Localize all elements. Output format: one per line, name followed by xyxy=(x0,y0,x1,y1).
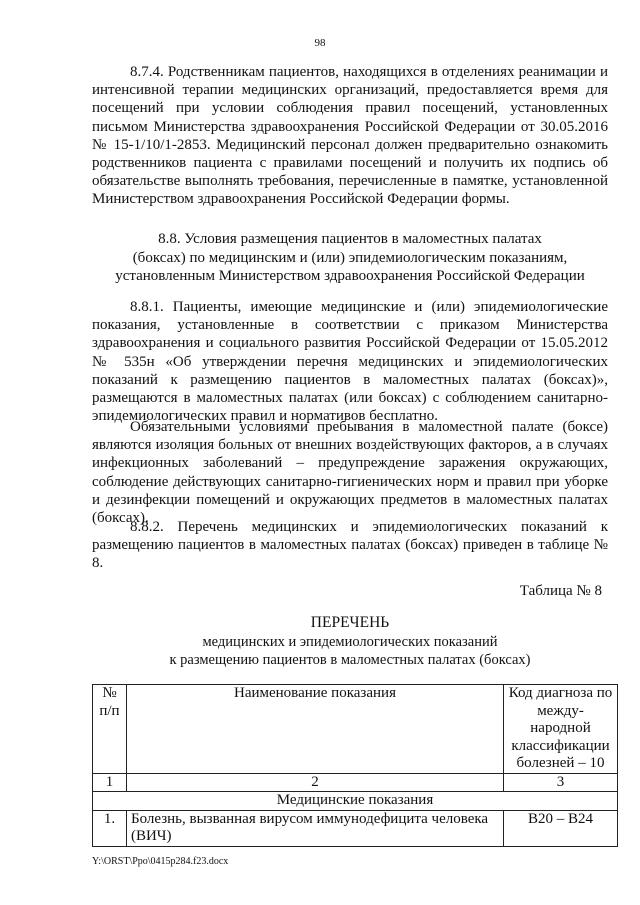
row-number: 1. xyxy=(93,810,127,846)
numbering-cell: 2 xyxy=(126,773,503,792)
table-section-row xyxy=(93,792,618,811)
header-diagnosis-code: Код диагноза по между-народной классификации болезней – 10 xyxy=(504,685,618,774)
list-title-heading: ПЕРЕЧЕНЬ xyxy=(310,614,390,631)
table-row xyxy=(93,810,618,846)
table-label: Таблица № 8 xyxy=(519,583,602,599)
header-number: № п/п xyxy=(93,685,127,774)
paragraph-mandatory-conditions: Обязательными условиями пребывания в маломестной палате (боксе) являются изоляция больных от внешних воздействующих факторов, а в случаях инфекционных заболеваний – предупреждение заражения окружающих, соблюдение действующих санитарно-гигиенических норм и правил при уборке и дезинфекции помещений и окружающих предметов в маломестных палатах (боксах). xyxy=(92,419,608,527)
section-heading-line-1: 8.8. Условия размещения пациентов в маломестных палатах xyxy=(158,231,542,247)
paragraph-8-8-1: 8.8.1. Пациенты, имеющие медицинские и (или) эпидемиологические показания, установленные в соответствии с приказом Министерства здравоохранения и социального развития Российской Федерации от 15.05.2012 № 535н «Об утверждении перечня медицинских и эпидемиологических показаний к размещению пациентов в маломестных палатах (боксах)», размещаются в маломестных палатах (или боксах) с соблюдением санитарно-эпидемиологических правил и нормативов бесплатно. xyxy=(92,299,608,425)
numbering-cell: 3 xyxy=(504,773,618,792)
list-title xyxy=(92,614,608,670)
row-indication-name: Болезнь, вызванная вирусом иммунодефицита человека (ВИЧ) xyxy=(126,810,503,846)
section-medical-indications: Медицинские показания xyxy=(93,792,618,811)
footer-file-path: Y:\ORST\Ppo\0415p284.f23.docx xyxy=(92,856,229,867)
list-title-line-2: медицинских и эпидемиологических показаний xyxy=(202,633,498,650)
header-indication-name: Наименование показания xyxy=(126,685,503,774)
table-header-row xyxy=(93,685,618,774)
section-heading-line-3: установленным Министерством здравоохранения Российской Федерации xyxy=(115,268,585,285)
indications-table xyxy=(92,684,618,847)
table-numbering-row xyxy=(93,773,618,792)
list-title-line-3: к размещению пациентов в маломестных палатах (боксах) xyxy=(169,652,531,669)
numbering-cell: 1 xyxy=(93,773,127,792)
section-heading-line-2: (боксах) по медицинским и (или) эпидемиологическим показаниям, xyxy=(132,249,568,266)
row-diagnosis-code: B20 – B24 xyxy=(504,810,618,846)
page-number: 98 xyxy=(314,37,326,49)
paragraph-8-8-2: 8.8.2. Перечень медицинских и эпидемиологических показаний к размещению пациентов в маломестных палатах (боксах) приведен в таблице № 8. xyxy=(92,519,608,572)
section-heading-8-8 xyxy=(92,230,608,286)
paragraph-8-7-4: 8.7.4. Родственникам пациентов, находящихся в отделениях реанимации и интенсивной терапии медицинских организаций, предоставляется время для посещений при условии соблюдения правил посещений, установленных письмом Министерства здравоохранения Российской Федерации от 30.05.2016 № 15-1/10/1-2853. Медицинский персонал должен предварительно ознакомить родственников пациента с правилами посещений и получить их подпись об обязательстве выполнять требования, перечисленные в памятке, установленной Министерством здравоохранения Российской Федерации формы. xyxy=(92,64,608,208)
